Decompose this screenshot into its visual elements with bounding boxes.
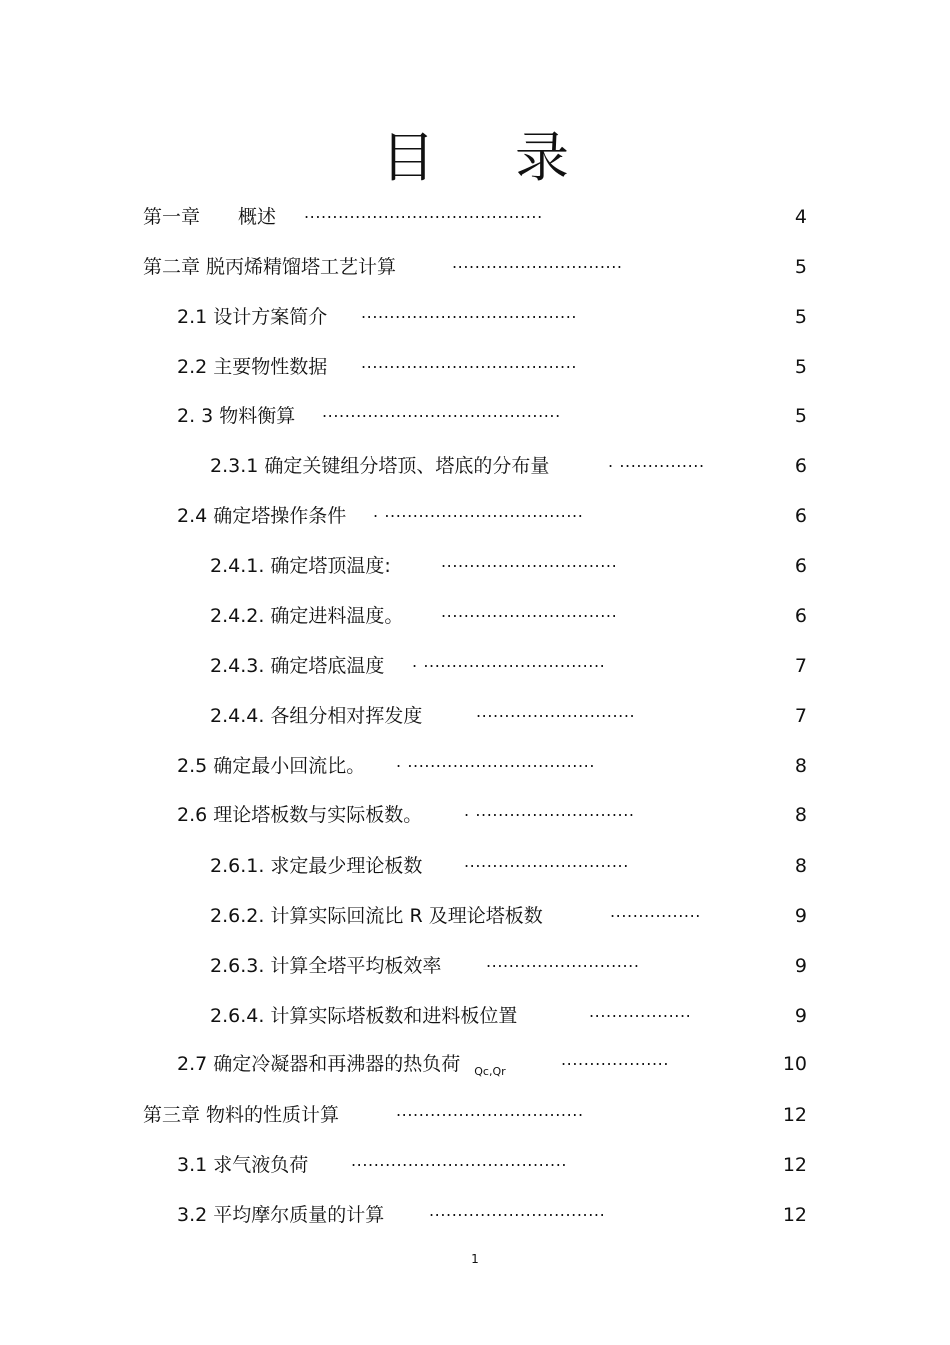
- toc-entry-2-2: [0, 352, 950, 382]
- toc-page-number: 6: [794, 605, 807, 627]
- toc-entry-chapter-3: [0, 1100, 950, 1130]
- toc-page-number: 7: [794, 705, 807, 727]
- toc-leader-dots: .............................: [464, 852, 629, 871]
- toc-page-number: 9: [794, 1005, 807, 1027]
- toc-entry-2-4-3: [0, 651, 950, 681]
- toc-page-number: 8: [794, 855, 807, 877]
- toc-leader-dots: ................: [610, 902, 701, 921]
- toc-entry-2-6: [0, 800, 950, 830]
- toc-page-number: 6: [794, 505, 807, 527]
- toc-entry-3-2: [0, 1200, 950, 1230]
- toc-leader-dots: ..............................: [452, 253, 623, 272]
- toc-entry-label: [177, 1049, 506, 1082]
- toc-entry-label: 第二章 脱丙烯精馏塔工艺计算: [143, 256, 397, 278]
- toc-page-number: 8: [794, 804, 807, 826]
- toc-leader-dots: . ...................................: [373, 502, 584, 521]
- toc-entry-label: 2.2 主要物性数据: [177, 356, 328, 378]
- toc-entry-label: 2.6 理论塔板数与实际板数。: [177, 804, 423, 826]
- toc-page-number: 9: [794, 955, 807, 977]
- toc-entry-2-6-4: [0, 1001, 950, 1031]
- toc-entry-chapter-2: [0, 252, 950, 282]
- toc-leader-dots: ..........................................: [322, 402, 561, 421]
- toc-entry-label: 3.1 求气液负荷: [177, 1154, 309, 1176]
- toc-page-number: 12: [782, 1104, 807, 1126]
- toc-page-number: 9: [794, 905, 807, 927]
- toc-leader-dots: ..........................................: [304, 203, 543, 222]
- toc-leader-dots: ..................: [589, 1002, 692, 1021]
- toc-page-number: 12: [782, 1204, 807, 1226]
- toc-leader-dots: ...............................: [441, 552, 618, 571]
- toc-leader-dots: . ................................: [412, 652, 606, 671]
- toc-entry-2-3: [0, 401, 950, 431]
- toc-entry-text: 2.7 确定冷凝器和再沸器的热负荷: [177, 1053, 461, 1075]
- toc-entry-label: 2.3.1 确定关键组分塔顶、塔底的分布量: [210, 455, 550, 477]
- toc-entry-label: 2.6.2. 计算实际回流比 R 及理论塔板数: [210, 905, 543, 927]
- toc-leader-dots: ...............................: [441, 602, 618, 621]
- toc-page-number: 5: [794, 306, 807, 328]
- toc-page-number: 8: [794, 755, 807, 777]
- toc-leader-dots: ...................: [561, 1050, 670, 1069]
- toc-leader-dots: ...........................: [486, 952, 640, 971]
- toc-entry-label: 2.6.3. 计算全塔平均板效率: [210, 955, 442, 977]
- toc-entry-label: 2.1 设计方案简介: [177, 306, 328, 328]
- toc-leader-dots: ......................................: [351, 1151, 568, 1170]
- toc-page-number: 5: [794, 356, 807, 378]
- toc-page-number: 4: [794, 206, 807, 228]
- toc-entry-label: 2. 3 物料衡算: [177, 405, 296, 427]
- toc-leader-dots: ......................................: [361, 353, 578, 372]
- toc-entry-label: 第三章 物料的性质计算: [143, 1104, 340, 1126]
- toc-entry-2-6-3: [0, 951, 950, 981]
- toc-entry-2-3-1: [0, 451, 950, 481]
- toc-page-number: 6: [794, 455, 807, 477]
- toc-page-number: 5: [794, 405, 807, 427]
- toc-leader-dots: . ............................: [464, 801, 635, 820]
- toc-entry-label: 2.6.4. 计算实际塔板数和进料板位置: [210, 1005, 518, 1027]
- toc-page-number: 7: [794, 655, 807, 677]
- toc-entry-label: 第一章 概述: [143, 206, 277, 228]
- toc-entry-label: 2.4.1. 确定塔顶温度:: [210, 555, 391, 577]
- toc-page-number: 12: [782, 1154, 807, 1176]
- toc-entry-2-5: [0, 751, 950, 781]
- toc-page-number: 5: [794, 256, 807, 278]
- toc-entry-2-1: [0, 302, 950, 332]
- toc-entry-subscript: Qc,Qr: [474, 1065, 506, 1078]
- toc-entry-label: 2.4.4. 各组分相对挥发度: [210, 705, 423, 727]
- toc-leader-dots: . ...............: [608, 452, 705, 471]
- toc-leader-dots: ............................: [476, 702, 636, 721]
- toc-leader-dots: ...............................: [429, 1201, 606, 1220]
- toc-leader-dots: .................................: [396, 1101, 584, 1120]
- toc-entry-2-7: [0, 1049, 950, 1079]
- toc-page-number: 6: [794, 555, 807, 577]
- page-number: 1: [471, 1252, 479, 1266]
- toc-entry-2-4-1: [0, 551, 950, 581]
- toc-entry-chapter-1: [0, 202, 950, 232]
- toc-entry-label: 2.4 确定塔操作条件: [177, 505, 347, 527]
- toc-entry-label: 2.4.3. 确定塔底温度: [210, 655, 385, 677]
- toc-leader-dots: . .................................: [396, 752, 596, 771]
- toc-entry-label: 2.4.2. 确定进料温度。: [210, 605, 404, 627]
- toc-entry-label: 2.5 确定最小回流比。: [177, 755, 366, 777]
- toc-leader-dots: ......................................: [361, 303, 578, 322]
- toc-entry-2-6-1: [0, 851, 950, 881]
- toc-entry-2-4-4: [0, 701, 950, 731]
- toc-page-number: 10: [782, 1053, 807, 1075]
- toc-entry-2-6-2: [0, 901, 950, 931]
- toc-entry-2-4: [0, 501, 950, 531]
- toc-entry-3-1: [0, 1150, 950, 1180]
- toc-entry-2-4-2: [0, 601, 950, 631]
- toc-entry-label: 2.6.1. 求定最少理论板数: [210, 855, 423, 877]
- toc-entry-label: 3.2 平均摩尔质量的计算: [177, 1204, 385, 1226]
- page-title: 目录: [381, 126, 649, 189]
